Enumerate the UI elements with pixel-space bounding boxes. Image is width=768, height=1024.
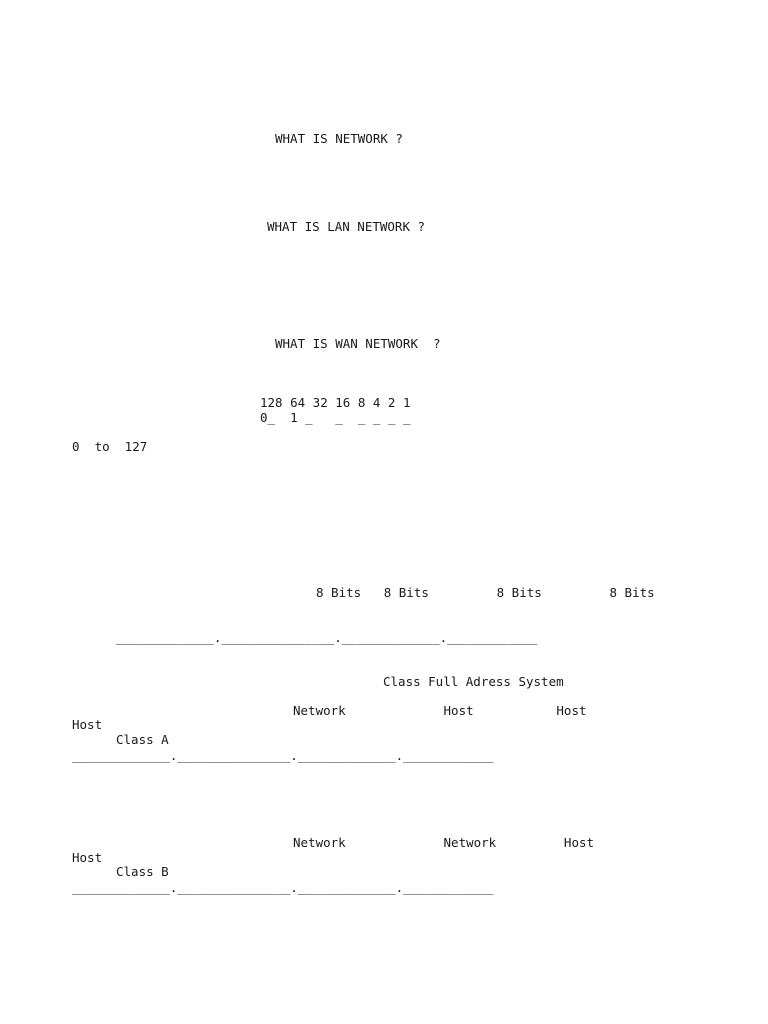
classful-heading: Class Full Adress System bbox=[383, 674, 564, 689]
binary-bit-pattern: 0_ 1 _ _ _ _ _ _ bbox=[260, 410, 411, 425]
octet-address-line: _____________._______________._____________.____________ bbox=[116, 630, 538, 645]
question-wan-network: WHAT IS WAN NETWORK ? bbox=[275, 336, 441, 351]
class-b-address-line: _____________._______________._____________.____________ bbox=[72, 880, 494, 895]
binary-place-values: 128 64 32 16 8 4 2 1 bbox=[260, 395, 411, 410]
class-a-roles: Network Host Host bbox=[293, 703, 587, 718]
class-b-label: Class B bbox=[116, 864, 169, 879]
class-a-trailing-role: Host bbox=[72, 717, 103, 732]
question-network: WHAT IS NETWORK ? bbox=[275, 131, 403, 146]
class-a-label: Class A bbox=[116, 732, 169, 747]
octet-bits-header: 8 Bits 8 Bits 8 Bits 8 Bits bbox=[316, 585, 655, 600]
question-lan-network: WHAT IS LAN NETWORK ? bbox=[267, 219, 426, 234]
class-a-address-line: _____________._______________._____________.____________ bbox=[72, 748, 494, 763]
class-b-roles: Network Network Host bbox=[293, 835, 595, 850]
binary-range: 0 to 127 bbox=[72, 439, 148, 454]
class-b-trailing-role: Host bbox=[72, 850, 103, 865]
